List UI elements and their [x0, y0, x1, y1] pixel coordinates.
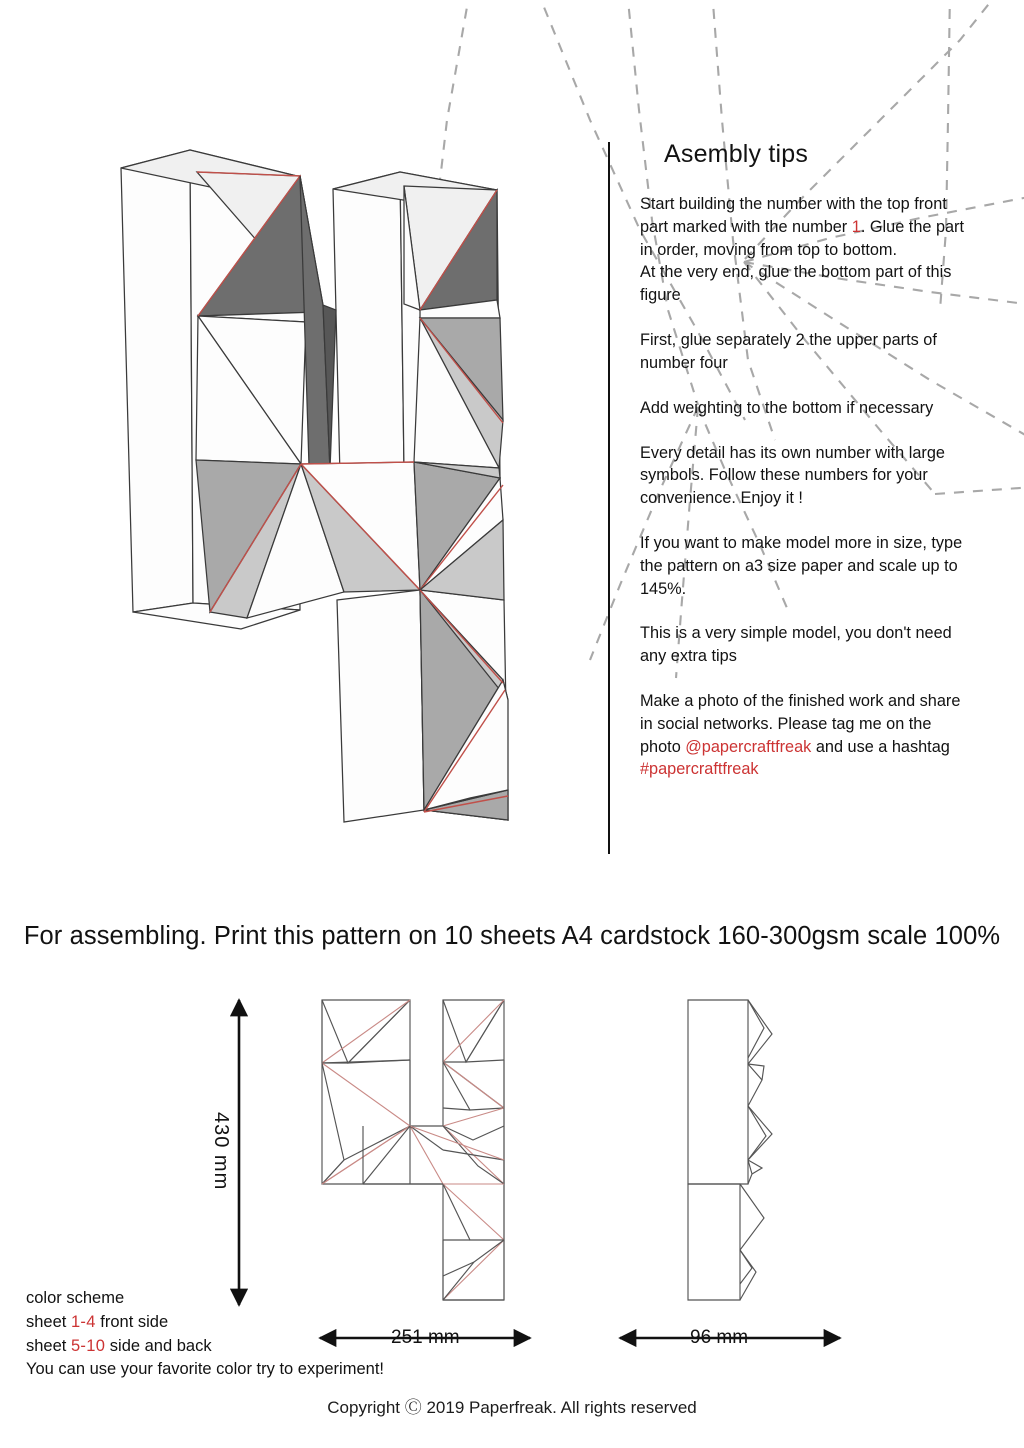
- color-scheme-row-1: [26, 1335, 384, 1359]
- depth-dimension-label: 96 mm: [690, 1327, 749, 1348]
- height-dimension-label: 430 mm: [210, 1112, 232, 1191]
- sheet-prefix-0: sheet: [26, 1312, 71, 1331]
- width-dimension-label: 251 mm: [391, 1327, 460, 1348]
- front-view-number-four-pattern: [322, 1000, 504, 1300]
- tip-order-seg-2: . Glue the part in order, moving from top to bottom.: [640, 217, 965, 259]
- color-scheme-heading: color scheme: [26, 1289, 125, 1307]
- sheet-suffix-0: front side: [95, 1312, 169, 1331]
- assembly-tips-title: Asembly tips: [664, 140, 809, 168]
- sheet-prefix-1: sheet: [26, 1336, 71, 1355]
- color-scheme-row-0: [26, 1311, 384, 1335]
- color-scheme-footer: You can use your favorite color try to experiment!: [26, 1360, 384, 1379]
- tip-share-seg-0: Make a photo of the finished work and share in social networks. Please tag me on the photo: [640, 692, 961, 756]
- tip-order-seg-0: Start building the number with the top front part marked with the number: [640, 195, 947, 236]
- copyright-text: Copyright Ⓒ 2019 Paperfreak. All rights reserved: [327, 1398, 697, 1417]
- tip-share-seg-1: @papercraftfreak: [685, 737, 812, 756]
- tip-numbering-seg-0: Every detail has its own number with large symbols. Follow these numbers for your convenience. Enjoy it !: [640, 443, 945, 508]
- print-instruction-text: For assembling. Print this pattern on 10 sheets A4 cardstock 160-300gsm scale 100%: [23, 922, 1001, 950]
- side-view-number-four-pattern: [688, 1000, 772, 1300]
- tip-share-seg-3: #papercraftfreak: [640, 760, 759, 779]
- tip-upper-parts-seg-0: First, glue separately 2 the upper parts of number four: [640, 331, 937, 372]
- tip-order-seg-3-1: At the very end, glue the bottom part of this figure: [640, 263, 952, 305]
- sheet-suffix-1: side and back: [105, 1336, 212, 1355]
- color-scheme-block: [26, 1287, 384, 1382]
- tip-weighting-seg-0: Add weighting to the bottom if necessary: [640, 398, 934, 417]
- tip-share-seg-2: and use a hashtag: [811, 737, 950, 756]
- tip-order-seg-1: 1: [851, 217, 861, 236]
- sheet-range-0: 1-4: [70, 1312, 96, 1331]
- tip-scale-up-seg-0: If you want to make model more in size, type the pattern on a3 size paper and scale up to 145%.: [640, 533, 963, 598]
- tip-simple-model-seg-0: This is a very simple model, you don't need any extra tips: [640, 624, 952, 666]
- sheet-range-1: 5-10: [70, 1336, 106, 1355]
